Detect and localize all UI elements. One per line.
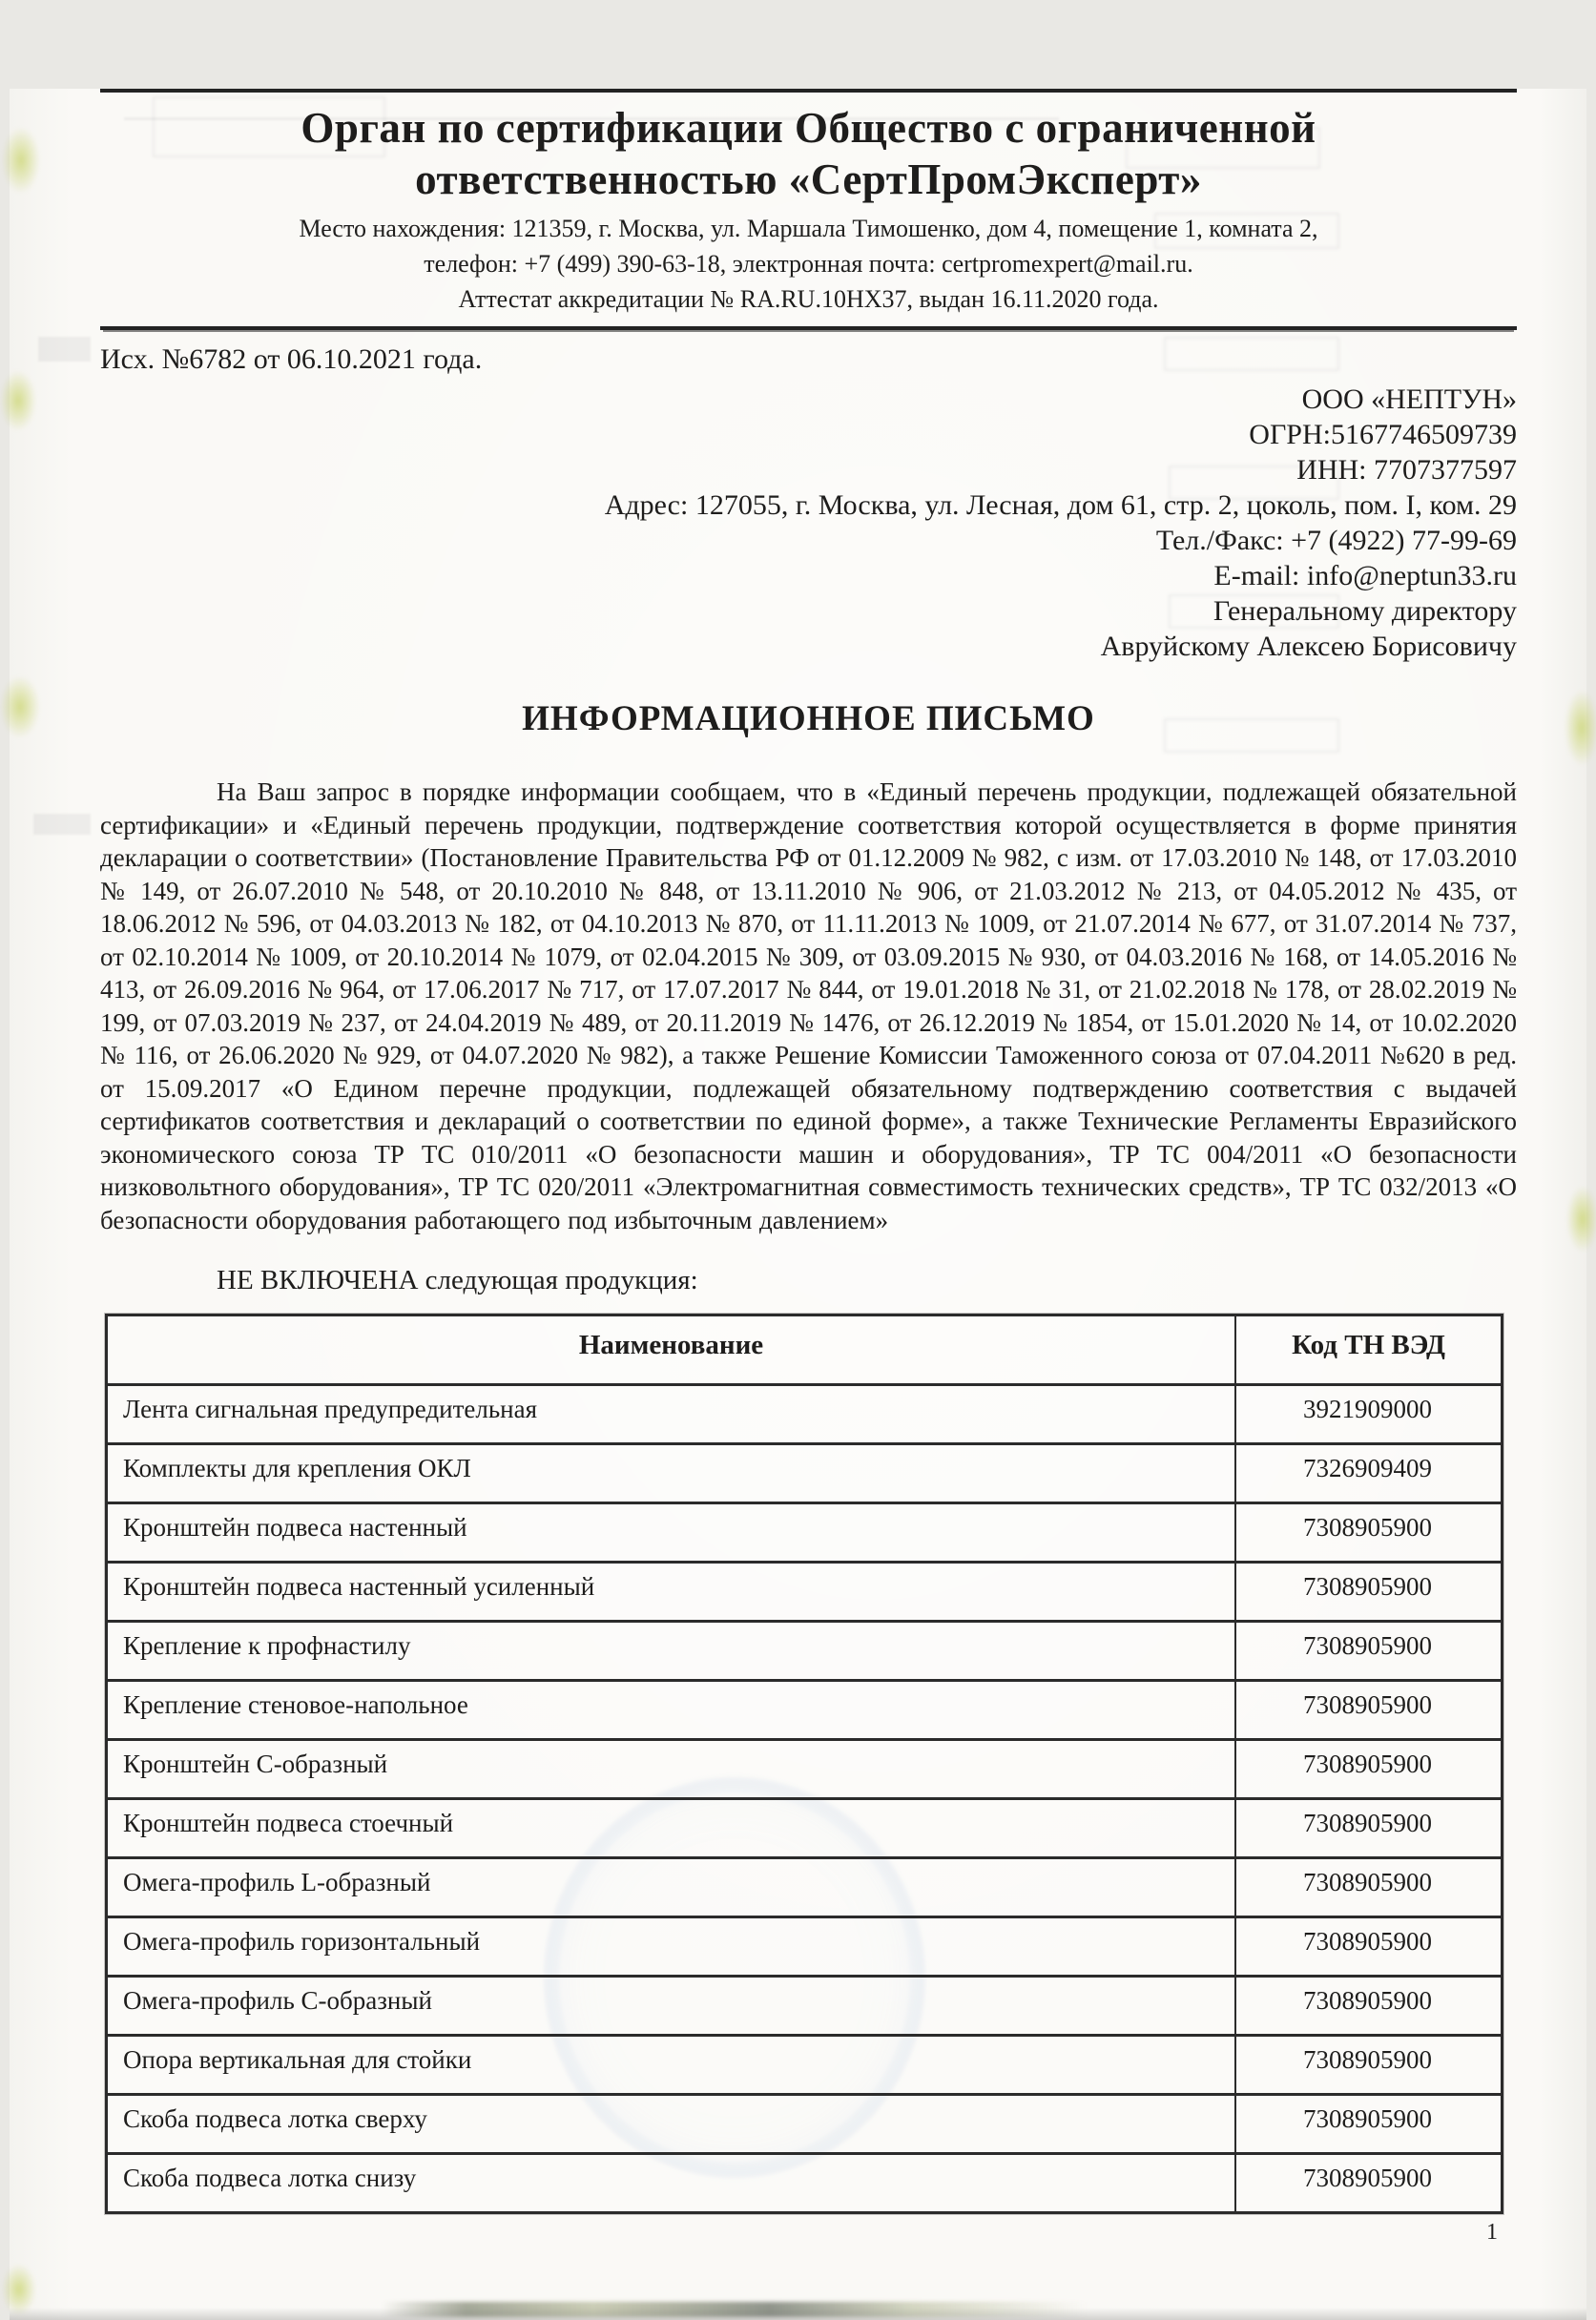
table-row <box>108 1738 1501 1797</box>
table-row <box>108 1856 1501 1916</box>
product-code-cell: 7308905900 <box>1303 1631 1432 1660</box>
recipient-position: Генеральному директору <box>1213 595 1517 627</box>
product-name-cell: Кронштейн С-образный <box>108 1741 1236 1797</box>
scanned-letter-page <box>10 89 1586 2320</box>
product-name-cell: Скоба подвеса лотка снизу <box>108 2155 1236 2211</box>
product-name-cell: Лента сигнальная предупредительная <box>108 1386 1236 1442</box>
product-code-cell: 7326909409 <box>1303 1454 1432 1482</box>
product-code-cell: 7308905900 <box>1303 1809 1432 1837</box>
product-name-cell: Кронштейн подвеса настенный усиленный <box>108 1564 1236 1620</box>
product-name-cell: Опора вертикальная для стойки <box>108 2037 1236 2093</box>
letterhead-address: Место нахождения: 121359, г. Москва, ул. Маршала Тимошенко, дом 4, помещение 1, комната 2, <box>299 215 1318 242</box>
recipient-email: E-mail: info@neptun33.ru <box>1213 560 1517 591</box>
letterhead-accreditation: Аттестат аккредитации № RA.RU.10НХ37, выдан 16.11.2020 года. <box>458 285 1159 313</box>
product-name-cell: Кронштейн подвеса стоечный <box>108 1800 1236 1856</box>
recipient-inn: ИНН: 7707377597 <box>1296 454 1517 486</box>
product-name-cell: Омега-профиль С-образный <box>108 1978 1236 2034</box>
table-body <box>108 1383 1501 2211</box>
letter-body-paragraph: На Ваш запрос в порядке информации сообщаем, что в «Единый перечень продукции, подлежащей обязательной сертификации» и «Единый перечень продукции, подтверждение соответствия которой осуществляется в форме принятия декларации о соответствии» (Постановление Правительства РФ от 01.12.2009 № 982, с изм. от 17.03.2010 № 148, от 17.03.2010 № 149, от 26.07.2010 № 548, от 20.10.2010 № 848, от 13.11.2010 № 906, от 21.03.2012 № 213, от 04.05.2012 № 435, от 18.06.2012 № 596, от 04.03.2013 № 182, от 04.10.2013 № 870, от 11.11.2013 № 1009, от 21.07.2014 № 677, от 31.07.2014 № 737, от 02.10.2014 № 1009, от 20.10.2014 № 1079, от 02.04.2015 № 309, от 03.09.2015 № 930, от 04.03.2016 № 168, от 14.05.2016 № 413, от 26.09.2016 № 964, от 17.06.2017 № 717, от 17.07.2017 № 844, от 19.01.2018 № 31, от 21.02.2018 № 178, от 28.02.2019 № 199, от 07.03.2019 № 237, от 24.04.2019 № 489, от 20.11.2019 № 1476, от 26.12.2019 № 1854, от 15.01.2020 № 14, от 10.02.2020 № 116, от 26.06.2020 № 929, от 04.07.2020 № 982), а также Решение Комиссии Таможенного союза от 07.04.2011 №620 в ред. от 15.09.2017 «О Едином перечне продукции, подлежащей обязательному подтверждению соответствия с выдачей сертификатов соответствия и деклараций о соответствии по единой форме», а также Технические Регламенты Евразийского экономического союза ТР ТС 010/2011 «О безопасности машин и оборудования», ТР ТС 004/2011 «О безопасности низковольтного оборудования», ТР ТС 020/2011 «Электромагнитная совместимость технических средств», ТР ТС 032/2013 «О безопасности оборудования работающего под избыточным давлением» <box>100 777 1517 1234</box>
product-code-cell: 7308905900 <box>1303 1572 1432 1601</box>
page-number: 1 <box>1486 2220 1498 2245</box>
table-row <box>108 1797 1501 1856</box>
recipient-block <box>100 382 1517 664</box>
table-row <box>108 2152 1501 2211</box>
table-row <box>108 1916 1501 1975</box>
scan-edge-shadow <box>10 2308 1586 2320</box>
not-included-label: НЕ ВКЛЮЧЕНА следующая продукция: <box>217 1265 698 1295</box>
product-code-cell: 7308905900 <box>1303 2104 1432 2133</box>
product-code-cell: 7308905900 <box>1303 1513 1432 1542</box>
certification-body-title-line1: Орган по сертификации Общество с ограниченной <box>301 104 1316 152</box>
recipient-ogrn: ОГРН:5167746509739 <box>1249 419 1517 450</box>
letterhead <box>100 89 1517 330</box>
product-code-cell: 7308905900 <box>1303 1927 1432 1956</box>
edge-smudge <box>2 2264 36 2315</box>
product-name-cell: Крепление стеновое-напольное <box>108 1682 1236 1738</box>
product-name-cell: Комплекты для крепления ОКЛ <box>108 1445 1236 1502</box>
table-row <box>108 2034 1501 2093</box>
products-table <box>105 1314 1503 2214</box>
table-header-name: Наименование <box>108 1316 1236 1383</box>
table-row <box>108 1561 1501 1620</box>
recipient-person: Авруйскому Алексею Борисовичу <box>1100 631 1517 662</box>
scanner-band-artifact <box>382 2302 1088 2317</box>
product-name-cell: Кронштейн подвеса настенный <box>108 1504 1236 1561</box>
letterhead-contacts: телефон: +7 (499) 390-63-18, электронная почта: certpromexpert@mail.ru. <box>424 250 1193 278</box>
product-code-cell: 7308905900 <box>1303 1750 1432 1778</box>
recipient-phone-fax: Тел./Факс: +7 (4922) 77-99-69 <box>1155 525 1517 556</box>
product-name-cell: Омега-профиль горизонтальный <box>108 1918 1236 1975</box>
table-row <box>108 1679 1501 1738</box>
product-code-cell: 7308905900 <box>1303 1690 1432 1719</box>
product-name-cell: Крепление к профнастилу <box>108 1623 1236 1679</box>
letter-content <box>10 89 1586 2246</box>
product-code-cell: 7308905900 <box>1303 1868 1432 1896</box>
letter-heading: ИНФОРМАЦИОННОЕ ПИСЬМО <box>522 699 1095 738</box>
table-row <box>108 1975 1501 2034</box>
product-code-cell: 7308905900 <box>1303 2045 1432 2074</box>
table-row <box>108 2093 1501 2152</box>
product-code-cell: 3921909000 <box>1303 1395 1432 1423</box>
table-row <box>108 1502 1501 1561</box>
certification-body-title-line2: ответственностью «СертПромЭксперт» <box>415 155 1202 203</box>
table-row <box>108 1383 1501 1442</box>
table-header-row <box>108 1316 1501 1383</box>
table-header-code: Код ТН ВЭД <box>1292 1330 1445 1360</box>
table-row <box>108 1620 1501 1679</box>
recipient-company: ООО «НЕПТУН» <box>1301 383 1517 415</box>
product-name-cell: Скоба подвеса лотка сверху <box>108 2096 1236 2152</box>
outgoing-reference: Исх. №6782 от 06.10.2021 года. <box>100 343 483 375</box>
table-row <box>108 1442 1501 1502</box>
product-code-cell: 7308905900 <box>1303 2164 1432 2192</box>
product-name-cell: Омега-профиль L-образный <box>108 1859 1236 1916</box>
recipient-address: Адрес: 127055, г. Москва, ул. Лесная, дом 61, стр. 2, цоколь, пом. I, ком. 29 <box>604 489 1517 521</box>
product-code-cell: 7308905900 <box>1303 1986 1432 2015</box>
